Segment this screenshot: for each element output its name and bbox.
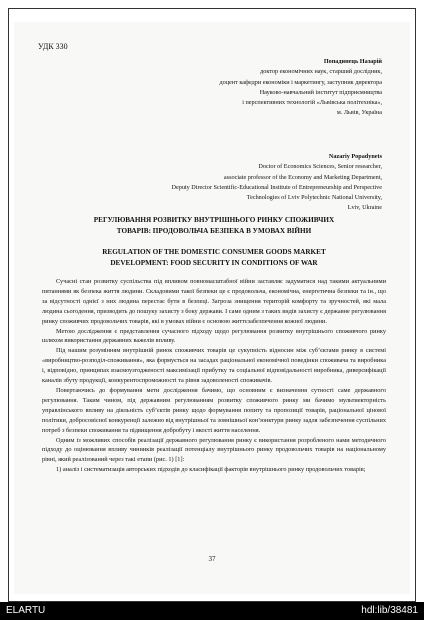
author-name-en: Nazariy Popadynets	[328, 153, 382, 160]
footer-repository-label: ELARTU	[6, 605, 46, 616]
title-en	[38, 247, 390, 269]
author-line: Deputy Director Scientific-Educational Institute of Entrepreneurship and Perspective	[171, 183, 382, 191]
footer-handle-link[interactable]: hdl:lib/38481	[361, 605, 418, 616]
author-line: Technologies of Lviv Polytechnic National University,	[246, 194, 382, 202]
paragraph: Під нашим розумінням внутрішній ринок споживчих товарів це сукупність відносин між суб’єктами ринку в системі «виробництво-розподіл-споживання», яка формується на засадах раціональної економічної поведінки споживача та виробника і, відповідно, принципах взаємоузгодженості максимізації прибутку та соціальної відповідальності виробника, диверсифікації каналів збуту продукції, конкурентоспроможності та рівня задоволеності споживачів.	[42, 347, 386, 385]
author-line: Науково-навчальний інститут підприємництва	[259, 88, 382, 96]
paragraph: Сучасні стан розвитку суспільства під впливом повномасштабної війни заставляє задуматися над такими актуальними питаннями як безпека життя людини. Складовими такої безпеки це є продовольча, економічна, енергетична безпеки та ін., що за відсутності однієї з них людина перестає бути в безпеці. Загроза знищення територій комфорту та зручностей, які мала людина сьогодення, призводить до пошуку захисту з боку держави. І саме одним з таких видів захисту є державне регулювання ринку споживчих продовольчих товарів, які в умовах війни є основою життєзабезпечення кожної людини.	[42, 278, 386, 325]
paragraph: Метою дослідження є представлення сучасного підходу щодо регулювання розвитку внутрішнього споживчого ринку шляхом використання державних важелів впливу.	[42, 327, 386, 345]
author-block-uk	[219, 57, 382, 119]
author-line: доктор економічних наук, старший дослідник,	[260, 68, 382, 76]
author-line: associate professor of the Economy and Marketing Department,	[223, 173, 382, 181]
paragraph: Повертаючись до формування мети дослідження бачимо, що основним є визначення сутності саме державного регулювання. Таким чином, під державним регулюванням розвитку споживчого ринку ми бачимо мультиекторність управлінського впливу на діяльність суб’єктів ринку щодо формування попиту та пропозиції товарів, раціональної цінової політики, добросовісної конкуренції залежно від внутрішньої та зовнішньої кон’юнктури ринку задля забезпечення суспільних потреб з безпеки споживання та підвищення добробуту і якості життя населення.	[42, 386, 386, 434]
paragraph: 1) аналіз і систематизація авторських підходів до класифікації факторів внутрішнього ринку продовольчих товарів;	[56, 466, 366, 474]
page-number: 37	[208, 555, 216, 563]
title-uk	[38, 215, 390, 237]
author-line: м. Львів, Україна	[336, 109, 382, 117]
title-line: ТОВАРІВ: ПРОДОВОЛЬЧА БЕЗПЕКА В УМОВАХ ВІЙНИ	[116, 227, 312, 235]
author-line: доцент кафедри економіки і маркетингу, заступник директора	[219, 78, 382, 86]
author-line: Doctor of Economics Sciences, Senior researcher,	[258, 163, 382, 171]
udk-code: УДК 330	[38, 42, 68, 51]
paragraph: Одним із можливих способів реалізації державного регулювання ринку є використання розробленого нами методичного підходу до оцінювання впливу чинників реалізації потенціалу внутрішнього ринку продовольчих товарів на національному рівні, який реалізований через такі етапи (рис. 1) [1]:	[42, 436, 386, 464]
author-name-uk: Попадинець Назарій	[323, 58, 382, 65]
title-line: РЕГУЛЮВАННЯ РОЗВИТКУ ВНУТРІШНЬОГО РИНКУ СПОЖИВЧИХ	[93, 216, 335, 224]
title-line: DEVELOPMENT: FOOD SECURITY IN CONDITIONS OF WAR	[110, 259, 318, 267]
author-line: і перспективних технологій «Львівська політехніка»,	[242, 99, 382, 107]
article-body	[42, 277, 386, 475]
footer-bar	[0, 602, 424, 620]
title-line: REGULATION OF THE DOMESTIC CONSUMER GOODS MARKET	[102, 248, 326, 256]
author-block-en	[172, 152, 382, 214]
author-line: Lviv, Ukraine	[347, 204, 382, 212]
